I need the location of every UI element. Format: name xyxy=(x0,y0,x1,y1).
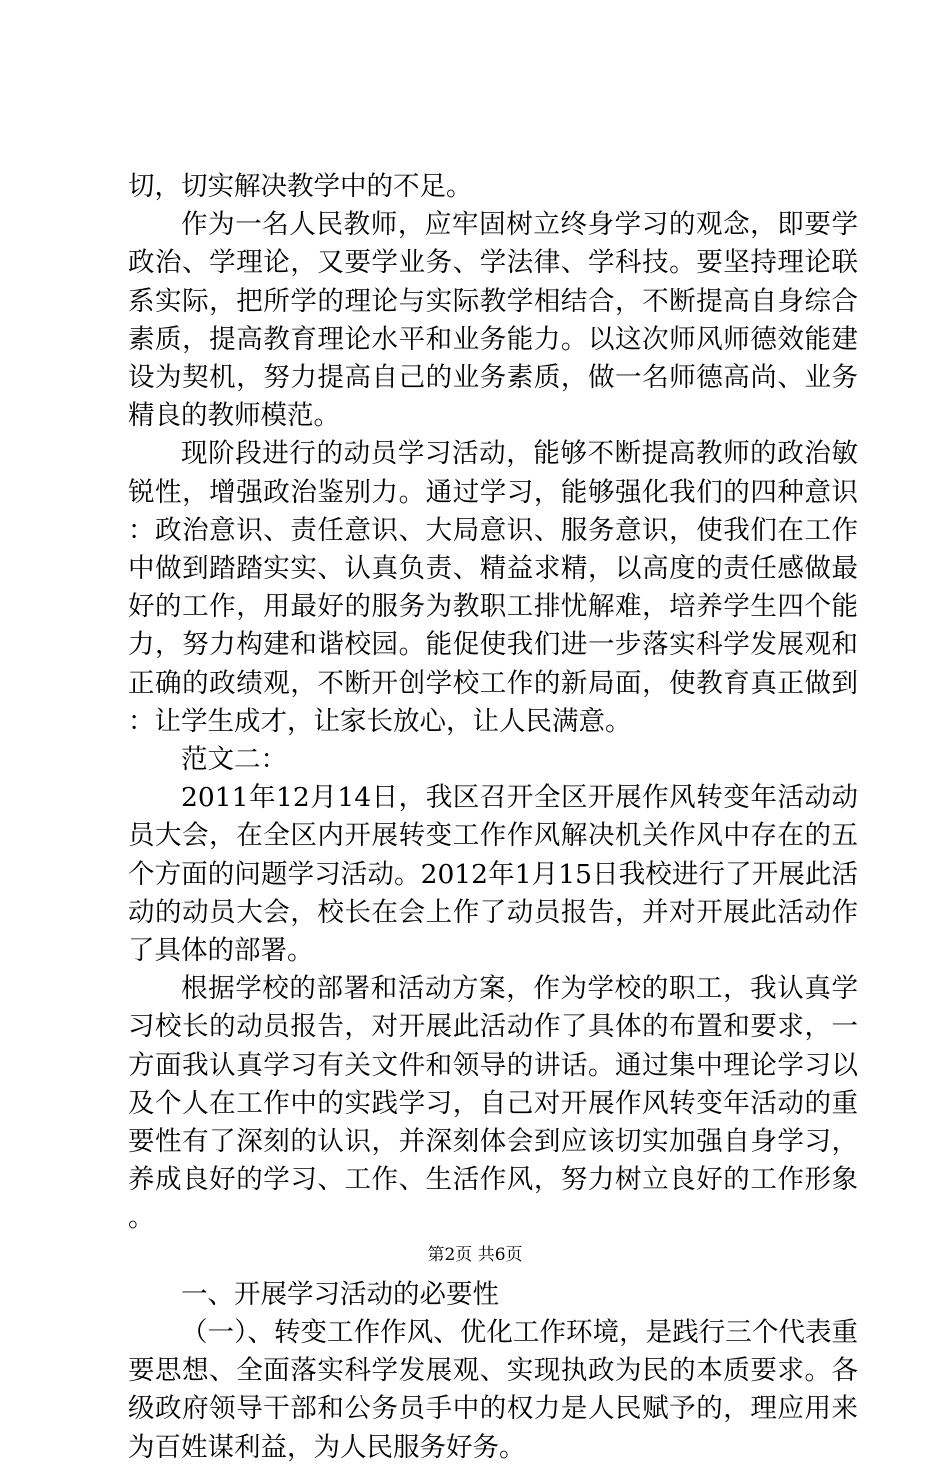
section-label-sample-two: 范文二： xyxy=(181,744,287,776)
paragraph-school-deployment: 根据学校的部署和活动方案，作为学校的职工，我认真学习校长的动员报告，对开展此活动作了具体的布置和要求，一方面我认真学习有关文件和领导的讲话。通过集中理论学习以及个人在工作中的实践学习，自己对开展作风转变年活动的重要性有了深刻的认识，并深刻体会到应该切实加强自身学习，养成良好的学习、工作、生活作风，努力树立良好的工作形象。 xyxy=(128,973,858,1234)
section-heading-necessity: 一、开展学习活动的必要性 xyxy=(181,1278,499,1310)
paragraph-political-awareness: 现阶段进行的动员学习活动，能够不断提高教师的政治敏锐性，增强政治鉴别力。通过学习，能够强化我们的四种意识：政治意识、责任意识、大局意识、服务意识，使我们在工作中做到踏踏实实、认真负责、精益求精，以高度的责任感做最好的工作，用最好的服务为教职工排忧解难，培养学生四个能力，努力构建和谐校园。能促使我们进一步落实科学发展观和正确的政绩观，不断开创学校工作的新局面，使教育真正做到：让学生成才，让家长放心，让人民满意。 xyxy=(128,438,858,737)
paragraph-work-style-change: （一）、转变工作作风、优化工作环境，是践行三个代表重要思想、全面落实科学发展观、实现执政为民的本质要求。各级政府领导干部和公务员手中的权力是人民赋予的，理应用来为百姓谋利益，为人民服务好务。 xyxy=(128,1317,858,1463)
paragraph-lifelong-learning: 作为一名人民教师，应牢固树立终身学习的观念，即要学政治、学理论，又要学业务、学法律、学科技。要坚持理论联系实际，把所学的理论与实际教学相结合，不断提高自身综合素质，提高教育理论水平和业务能力。以这次师风师德效能建设为契机，努力提高自己的业务素质，做一名师德高尚、业务精良的教师模范。 xyxy=(128,209,858,432)
document-body xyxy=(128,168,858,1467)
page-number-footer: 第2页 共6页 xyxy=(427,1245,523,1265)
paragraph-mobilization-meeting: 2011年12月14日，我区召开全区开展作风转变年活动动员大会，在全区内开展转变工作作风解决机关作风中存在的五个方面的问题学习活动。2012年1月15日我校进行了开展此活动的动员大会，校长在会上作了动员报告，并对开展此活动作了具体的部署。 xyxy=(128,782,858,967)
paragraph-continuation: 切，切实解决教学中的不足。 xyxy=(128,171,473,202)
